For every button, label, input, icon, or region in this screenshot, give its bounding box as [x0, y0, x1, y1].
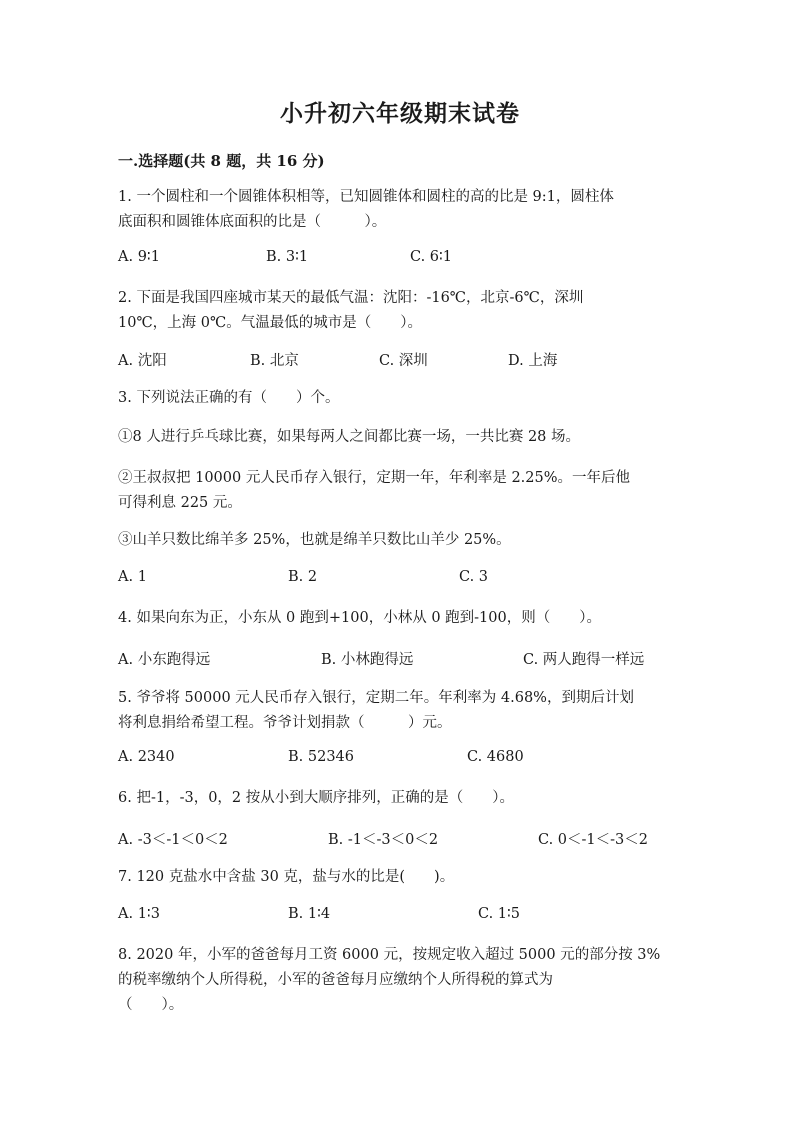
question-3 — [118, 386, 683, 411]
question-6-options — [118, 828, 683, 850]
statement-line: ②王叔叔把 10000 元人民币存入银行，定期一年，年利率是 2.25%。一年后他 — [118, 470, 631, 486]
question-line: 3. 下列说法正确的有（ ）个。 — [118, 390, 340, 406]
question-3-statement-3 — [118, 528, 683, 553]
question-line: 1. 一个圆柱和一个圆锥体积相等，已知圆锥体和圆柱的高的比是 9:1，圆柱体 — [118, 189, 614, 205]
option-c: C. 0＜-1＜-3＜2 — [538, 832, 648, 848]
question-line: 5. 爷爷将 50000 元人民币存入银行，定期二年。年利率为 4.68%，到期后计划 — [118, 690, 634, 706]
question-5-options — [118, 749, 683, 771]
question-line: 的税率缴纳个人所得税，小军的爸爸每月应缴纳个人所得税的算式为 — [118, 972, 553, 988]
option-c: C. 4680 — [467, 749, 524, 765]
statement-line: 可得利息 225 元。 — [118, 495, 242, 511]
question-1-options — [118, 249, 683, 271]
option-b: B. 北京 — [250, 353, 299, 369]
question-line: 10℃，上海 0℃。气温最低的城市是（ ）。 — [118, 315, 422, 331]
option-a: A. 1∶3 — [118, 906, 160, 922]
question-2-options — [118, 349, 683, 371]
option-b: B. 1∶4 — [288, 906, 331, 922]
question-4 — [118, 606, 683, 631]
option-a: A. 1 — [118, 569, 147, 585]
option-c: C. 两人跑得一样远 — [523, 652, 645, 668]
option-b: B. 小林跑得远 — [321, 652, 414, 668]
question-line: 2. 下面是我国四座城市某天的最低气温：沈阳：-16℃，北京-6℃，深圳 — [118, 290, 584, 306]
statement-line: ③山羊只数比绵羊多 25%，也就是绵羊只数比山羊少 25%。 — [118, 532, 511, 548]
question-8 — [118, 943, 683, 1018]
option-b: B. -1＜-3＜0＜2 — [328, 832, 439, 848]
option-a: A. 沈阳 — [118, 353, 167, 369]
option-b: B. 2 — [288, 569, 318, 585]
question-line: （ ）。 — [118, 997, 184, 1013]
question-3-options — [118, 569, 683, 591]
option-c: C. 6∶1 — [410, 249, 453, 265]
option-a: A. 9∶1 — [118, 249, 160, 265]
option-a: A. 小东跑得远 — [118, 652, 211, 668]
question-7 — [118, 865, 683, 890]
option-c: C. 深圳 — [379, 353, 428, 369]
option-c: C. 3 — [459, 569, 489, 585]
question-6 — [118, 786, 683, 811]
question-line: 8. 2020 年，小军的爸爸每月工资 6000 元，按规定收入超过 5000 元的部分按 3% — [118, 947, 661, 963]
question-5 — [118, 686, 683, 736]
page-title: 小升初六年级期末试卷 — [280, 100, 520, 127]
question-line: 4. 如果向东为正，小东从 0 跑到+100，小林从 0 跑到-100，则（ ）。 — [118, 610, 601, 626]
question-7-options — [118, 906, 683, 928]
question-line: 6. 把-1，-3，0，2 按从小到大顺序排列，正确的是（ ）。 — [118, 790, 515, 806]
option-a: A. 2340 — [118, 749, 175, 765]
section-heading: 一.选择题(共 8 题，共 16 分) — [118, 152, 325, 170]
option-b: B. 52346 — [288, 749, 355, 765]
question-1 — [118, 185, 683, 235]
question-4-options — [118, 648, 683, 670]
option-c: C. 1∶5 — [478, 906, 521, 922]
option-a: A. -3＜-1＜0＜2 — [118, 832, 228, 848]
statement-line: ①8 人进行乒乓球比赛，如果每两人之间都比赛一场，一共比赛 28 场。 — [118, 429, 581, 445]
question-2 — [118, 286, 683, 336]
question-line: 底面积和圆锥体底面积的比是（ ）。 — [118, 214, 387, 230]
question-3-statement-1 — [118, 425, 683, 450]
question-line: 将利息捐给希望工程。爷爷计划捐款（ ）元。 — [118, 715, 452, 731]
option-d: D. 上海 — [508, 353, 558, 369]
question-line: 7. 120 克盐水中含盐 30 克，盐与水的比是( )。 — [118, 869, 455, 885]
option-b: B. 3∶1 — [266, 249, 309, 265]
question-3-statement-2 — [118, 466, 683, 516]
